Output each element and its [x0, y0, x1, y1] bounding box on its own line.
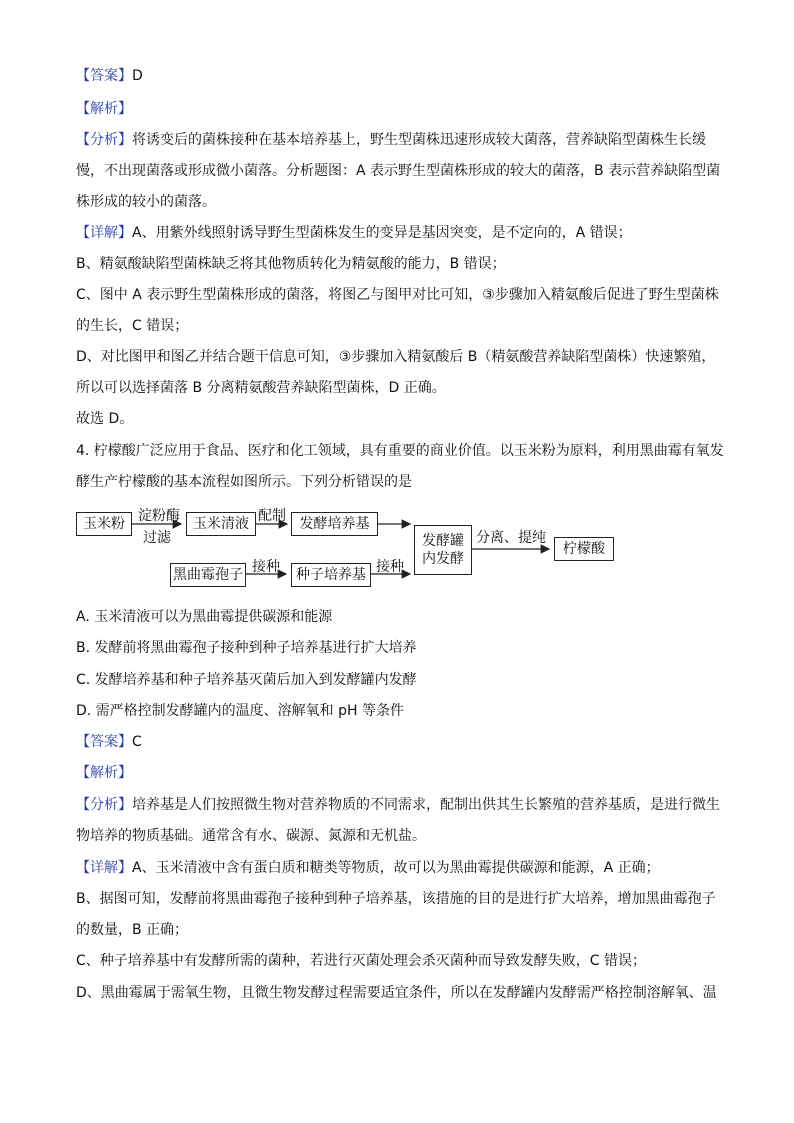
- label-separate: 分离、提纯: [476, 530, 546, 546]
- q3-answer-tag: 【答案】: [76, 68, 132, 84]
- q4-fenxi-tag: 【分析】: [76, 797, 132, 813]
- q4-fenxi-text1: 培养基是人们按照微生物对营养物质的不同需求，配制出供其生长繁殖的营养基质，是进行微生: [132, 797, 720, 813]
- box-ferment-medium: 发酵培养基: [291, 512, 378, 536]
- q3-c-line2: 的生长，C 错误；: [76, 318, 189, 334]
- q4-stem-line2: 酵生产柠檬酸的基本流程如图所示。下列分析错误的是: [76, 474, 412, 490]
- q3-answer-value: D: [132, 68, 143, 84]
- q4-option-d: D. 需严格控制发酵罐内的温度、溶解氧和 pH 等条件: [76, 703, 404, 719]
- q4-xiangjie-tag: 【详解】: [76, 860, 132, 876]
- label-starch-enzyme: 淀粉酶: [138, 508, 180, 524]
- tank-label-line1: 发酵罐: [422, 533, 464, 549]
- label-inoculate-2: 接种: [376, 559, 404, 575]
- q4-analysis-tag: 【解析】: [76, 765, 132, 781]
- q4-option-c: C. 发酵培养基和种子培养基灭菌后加入到发酵罐内发酵: [76, 672, 417, 688]
- q3-fenxi-tag: 【分析】: [76, 132, 132, 148]
- q3-xiangjie-a: A、用紫外线照射诱导野生型菌株发生的变异是基因突变，是不定向的，A 错误；: [132, 225, 632, 241]
- q4-xiangjie-line: [76, 858, 660, 878]
- q4-answer-tag: 【答案】: [76, 734, 132, 750]
- q3-d-line2: 所以可以选择菌落 B 分离精氨酸营养缺陷型菌株，D 正确。: [76, 380, 446, 396]
- q4-d-line: D、黑曲霉属于需氧生物，且微生物发酵过程需要适宜条件，所以在发酵罐内发酵需严格控制溶解氧、温: [76, 985, 717, 1001]
- q4-b-line2: 的数量，B 正确；: [76, 922, 189, 938]
- label-inoculate-1: 接种: [252, 559, 280, 575]
- q3-fenxi-text1: 将诱变后的菌株接种在基本培养基上，野生型菌株迅速形成较大菌落，营养缺陷型菌株生长缓: [132, 132, 706, 148]
- label-filter: 过滤: [143, 530, 171, 546]
- tank-label-line2: 内发酵: [422, 551, 464, 567]
- box-spores: 黑曲霉孢子: [170, 563, 246, 587]
- q4-answer-line: [76, 732, 142, 752]
- box-corn-flour: 玉米粉: [76, 512, 132, 536]
- q4-b-line1: B、据图可知，发酵前将黑曲霉孢子接种到种子培养基，该措施的目的是进行扩大培养，增加黑曲霉孢子: [76, 891, 716, 907]
- box-citric-acid: 柠檬酸: [554, 537, 614, 561]
- q4-option-a: A. 玉米清液可以为黑曲霉提供碳源和能源: [76, 609, 333, 625]
- label-prepare: 配制: [258, 508, 286, 524]
- q4-answer-value: C: [132, 734, 142, 750]
- q4-option-b: B. 发酵前将黑曲霉孢子接种到种子培养基进行扩大培养: [76, 640, 417, 656]
- box-seed-medium: 种子培养基: [291, 563, 371, 587]
- q3-fenxi-line2: 慢，不出现菌落或形成微小菌落。分析题图：A 表示野生型菌株形成的较大的菌落，B 表示营养缺陷型菌: [76, 163, 721, 179]
- q4-c-line: C、种子培养基中有发酵所需的菌种，若进行灭菌处理会杀灭菌种而导致发酵失败，C 错误；: [76, 953, 646, 969]
- q3-fenxi-line3: 株形成的较小的菌落。: [76, 194, 216, 210]
- box-ferment-tank: [414, 525, 472, 575]
- q3-analysis-tag: 【解析】: [76, 101, 132, 117]
- q4-fenxi-line2: 物培养的物质基础。通常含有水、碳源、氮源和无机盐。: [76, 828, 426, 844]
- q3-d-line1: D、对比图甲和图乙并结合题干信息可知，③步骤加入精氨酸后 B（精氨酸营养缺陷型菌株）快速繁殖，: [76, 349, 716, 365]
- q4-stem-line1: 4. 柠檬酸广泛应用于食品、医疗和化工领域，具有重要的商业价值。以玉米粉为原料，利用黑曲霉有氧发: [76, 443, 724, 459]
- q4-xiangjie-a: A、玉米清液中含有蛋白质和糖类等物质，故可以为黑曲霉提供碳源和能源，A 正确；: [132, 860, 660, 876]
- q3-xiangjie-tag: 【详解】: [76, 225, 132, 241]
- q3-conclusion: 故选 D。: [76, 411, 134, 427]
- q4-fenxi-line1: [76, 795, 720, 815]
- q3-b-line: B、精氨酸缺陷型菌株缺乏将其他物质转化为精氨酸的能力，B 错误；: [76, 256, 506, 272]
- q3-c-line1: C、图中 A 表示野生型菌株形成的菌落，将图乙与图甲对比可知，③步骤加入精氨酸后促进了野生型菌株: [76, 287, 719, 303]
- box-corn-liquid: 玉米清液: [186, 512, 256, 536]
